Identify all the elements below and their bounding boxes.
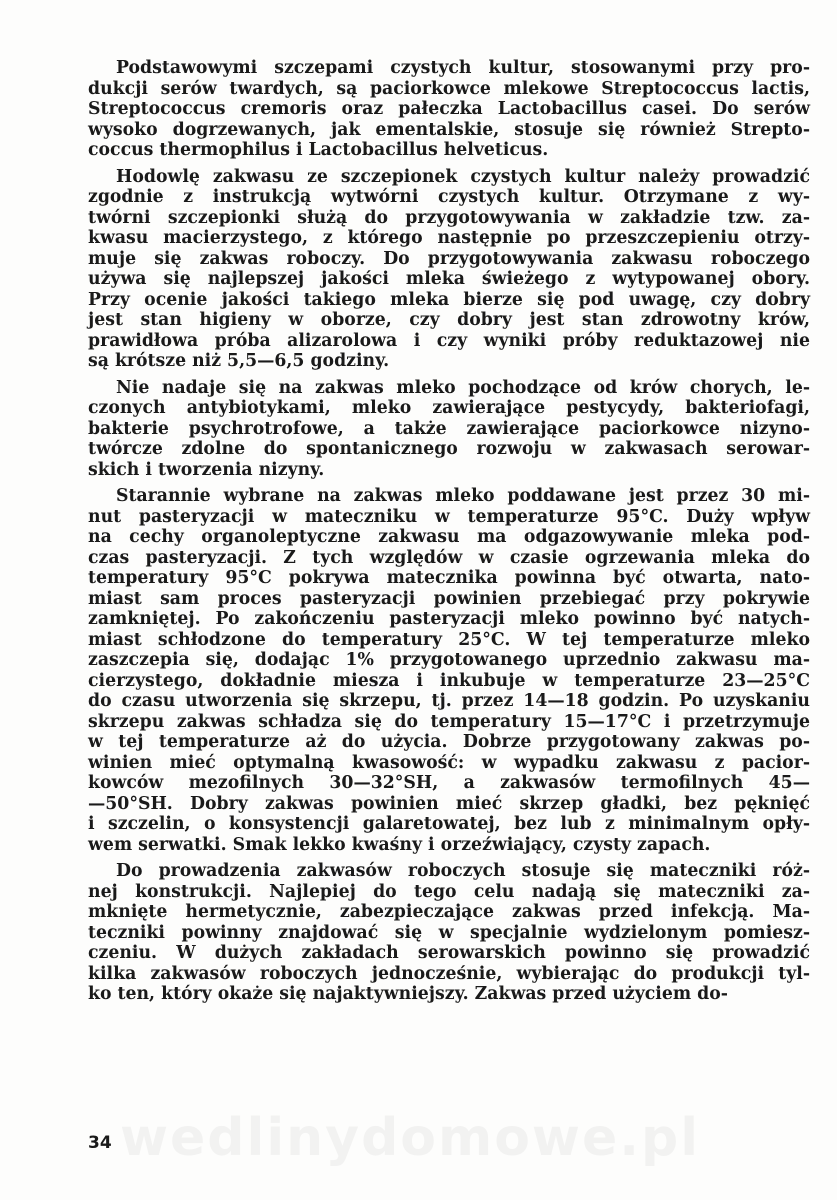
text-line: temperatury 95°C pokrywa matecznika powinna być otwarta, nato-	[88, 568, 810, 588]
text-line: nut pasteryzacji w mateczniku w temperaturze 95°C. Duży wpływ	[88, 506, 810, 527]
paragraph	[88, 486, 810, 855]
text-line: Podstawowymi szczepami czystych kultur, stosowanymi przy pro-	[116, 58, 810, 78]
text-line: Do prowadzenia zakwasów roboczych stosuje się mateczniki róż-	[116, 861, 810, 881]
text-line: zamkniętej. Po zakończeniu pasteryzacji mleko powinno być natych-	[88, 609, 810, 629]
text-line: ko ten, który okaże się najaktywniejszy. Zakwas przed użyciem do-	[88, 984, 728, 1004]
text-line: winien mieć optymalną kwasowość: w wypadku zakwasu z pacior-	[88, 752, 810, 773]
page-number: 34	[88, 1133, 112, 1153]
text-line: wem serwatki. Smak lekko kwaśny i orzeźwiający, czysty zapach.	[88, 834, 711, 855]
text-line: skrzepu zakwas schładza się do temperatury 15—17°C i przetrzymuje	[88, 711, 810, 732]
text-line: czonych antybiotykami, mleko zawierające pestycydy, bakteriofagi,	[88, 398, 810, 418]
text-line: do czasu utworzenia się skrzepu, tj. przez 14—18 godzin. Po uzyskaniu	[88, 691, 810, 711]
text-line: zaszczepia się, dodając 1% przygotowanego uprzednio zakwasu ma-	[88, 650, 810, 670]
text-line: Przy ocenie jakości takiego mleka bierze się pod uwagę, czy dobry	[88, 289, 810, 310]
text-line: Starannie wybrane na zakwas mleko poddawane jest przez 30 mi-	[116, 486, 810, 506]
text-line: coccus thermophilus i Lactobacillus helveticus.	[88, 140, 549, 160]
text-line: teczniki powinny znajdować się w specjalnie wydzielonym pomiesz-	[88, 922, 810, 943]
paragraph	[88, 58, 810, 161]
text-line: kwasu macierzystego, z którego następnie po przeszczepieniu otrzy-	[88, 228, 810, 248]
text-line: skich i tworzenia nizyny.	[88, 459, 325, 480]
text-line: używa się najlepszej jakości mleka świeżego z wytypowanej obory.	[88, 269, 810, 289]
text-line: —50°SH. Dobry zakwas powinien mieć skrzep gładki, bez pęknięć	[88, 793, 810, 814]
text-line: mknięte hermetycznie, zabezpieczające zakwas przed infekcją. Ma-	[88, 902, 810, 922]
text-line: na cechy organoleptyczne zakwasu ma odgazowywanie mleka pod-	[88, 527, 810, 547]
body-text	[88, 58, 810, 1005]
text-line: zgodnie z instrukcją wytwórni czystych kultur. Otrzymane z wy-	[88, 187, 810, 207]
text-line: twórni szczepionki służą do przygotowywania w zakładzie tzw. za-	[88, 207, 810, 228]
paragraph	[88, 378, 810, 481]
text-line: są krótsze niż 5,5—6,5 godziny.	[88, 351, 390, 371]
text-line: cierzystego, dokładnie miesza i inkubuje w temperaturze 23—25°C	[88, 670, 810, 691]
text-line: twórcze zdolne do spontanicznego rozwoju w zakwasach serowar-	[88, 439, 810, 459]
text-line: Hodowlę zakwasu ze szczepionek czystych kultur należy prowadzić	[116, 166, 810, 187]
text-line: miast sam proces pasteryzacji powinien przebiegać przy pokrywie	[88, 588, 810, 609]
paragraph	[88, 861, 810, 1005]
paragraph	[88, 167, 810, 372]
text-line: prawidłowa próba alizarolowa i czy wyniki próby reduktazowej nie	[88, 330, 810, 351]
text-line: muje się zakwas roboczy. Do przygotowywania zakwasu roboczego	[88, 248, 810, 269]
text-line: wysoko dogrzewanych, jak ementalskie, stosuje się również Strepto-	[88, 119, 810, 140]
text-line: i szczelin, o konsystencji galaretowatej, bez lub z minimalnym opły-	[88, 814, 810, 834]
text-line: czas pasteryzacji. Z tych względów w czasie ogrzewania mleka do	[88, 547, 810, 568]
text-line: kowców mezofilnych 30—32°SH, a zakwasów termofilnych 45—	[88, 773, 810, 793]
text-line: Streptococcus cremoris oraz pałeczka Lactobacillus casei. Do serów	[88, 99, 810, 119]
text-line: w tej temperaturze aż do użycia. Dobrze przygotowany zakwas po-	[88, 732, 810, 752]
text-line: kilka zakwasów roboczych jednocześnie, wybierając do produkcji tyl-	[88, 963, 810, 984]
text-line: nej konstrukcji. Najlepiej do tego celu nadają się mateczniki za-	[88, 881, 810, 902]
text-line: czeniu. W dużych zakładach serowarskich powinno się prowadzić	[88, 943, 810, 963]
text-line: Nie nadaje się na zakwas mleko pochodzące od krów chorych, le-	[116, 377, 810, 398]
watermark: wedlinydomowe.pl	[119, 1108, 701, 1168]
text-line: dukcji serów twardych, są paciorkowce mlekowe Streptococcus lactis,	[88, 78, 810, 99]
text-line: bakterie psychrotrofowe, a także zawierające paciorkowce nizyno-	[88, 418, 810, 439]
text-line: jest stan higieny w oborze, czy dobry jest stan zdrowotny krów,	[88, 310, 810, 330]
text-line: miast schłodzone do temperatury 25°C. W tej temperaturze mleko	[88, 629, 810, 650]
